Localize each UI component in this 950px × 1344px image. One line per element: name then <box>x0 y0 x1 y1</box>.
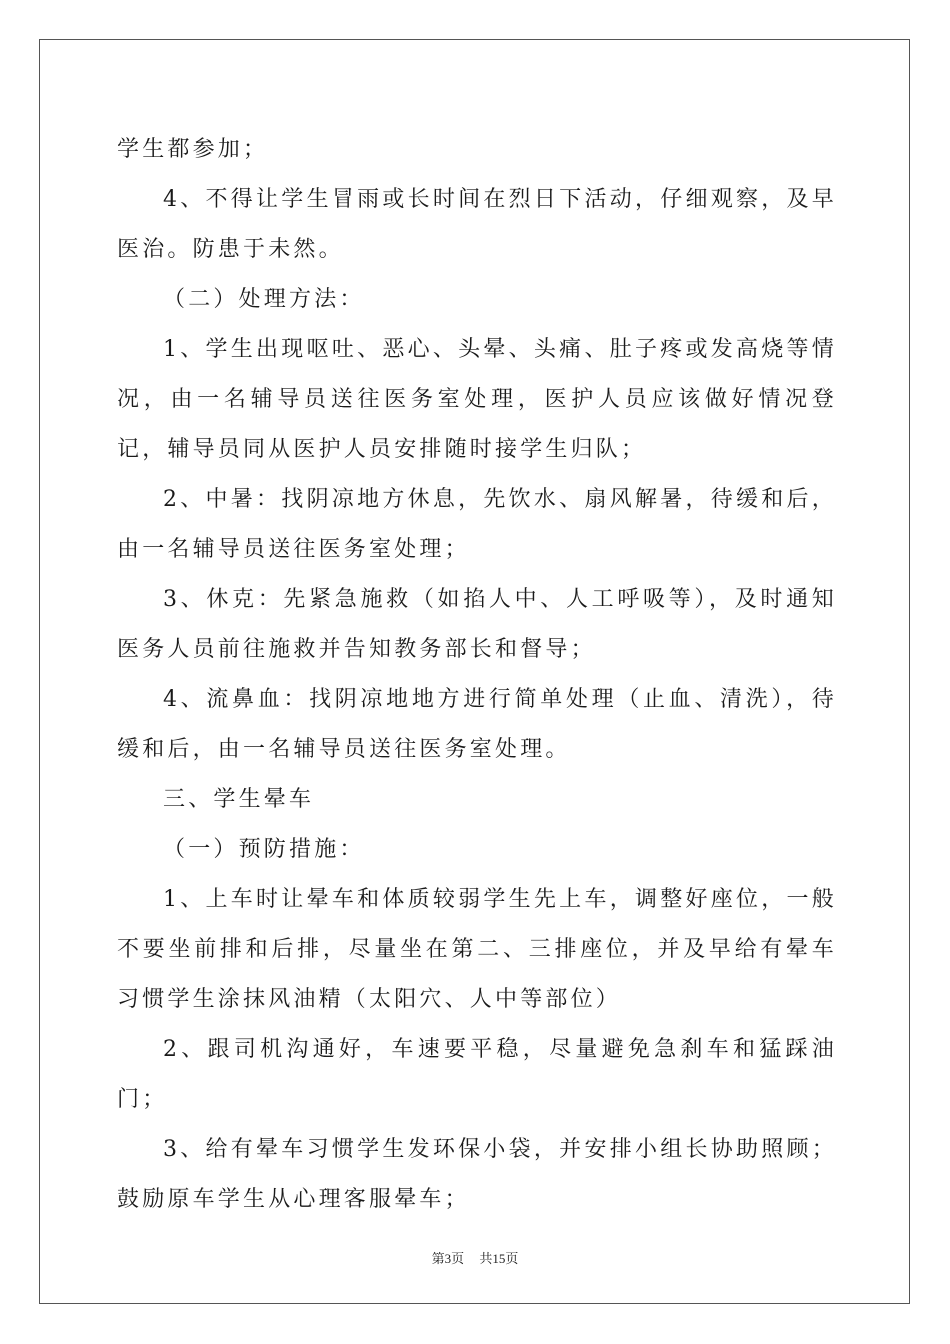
section-heading: 三、学生晕车 <box>163 787 315 812</box>
paragraph-7: 4、流鼻血：找阴凉地地方进行简单处理（止血、清洗），待缓和后，由一名辅导员送往医务室处理。 <box>117 687 837 762</box>
paragraph-3: （二）处理方法： <box>163 287 365 312</box>
subsection-heading: （一）预防措施： <box>163 837 365 862</box>
total-pages: 共15页 <box>479 1251 519 1266</box>
paragraph-5: 2、中暑：找阴凉地方休息，先饮水、扇风解暑，待缓和后，由一名辅导员送往医务室处理； <box>117 487 837 562</box>
paragraph-10: 1、上车时让晕车和体质较弱学生先上车，调整好座位，一般不要坐前排和后排，尽量坐在第二、三排座位，并及早给有晕车习惯学生涂抹风油精（太阳穴、人中等部位） <box>117 887 837 1012</box>
paragraph-1: 学生都参加； <box>117 137 269 162</box>
paragraph-4: 1、学生出现呕吐、恶心、头晕、头痛、肚子疼或发高烧等情况，由一名辅导员送往医务室处理，医护人员应该做好情况登记，辅导员同从医护人员安排随时接学生归队； <box>117 337 837 462</box>
paragraph-2: 4、不得让学生冒雨或长时间在烈日下活动，仔细观察，及早医治。防患于未然。 <box>117 187 837 262</box>
page-footer <box>0 1248 950 1267</box>
current-page-number: 第3页 <box>431 1251 465 1266</box>
paragraph-12: 3、给有晕车习惯学生发环保小袋，并安排小组长协助照顾；鼓励原车学生从心理客服晕车； <box>117 1137 837 1212</box>
paragraph-6: 3、休克：先紧急施救（如掐人中、人工呼吸等），及时通知医务人员前往施救并告知教务部长和督导； <box>117 587 837 662</box>
document-body <box>117 125 837 1225</box>
paragraph-11: 2、跟司机沟通好，车速要平稳，尽量避免急刹车和猛踩油门； <box>117 1037 837 1112</box>
